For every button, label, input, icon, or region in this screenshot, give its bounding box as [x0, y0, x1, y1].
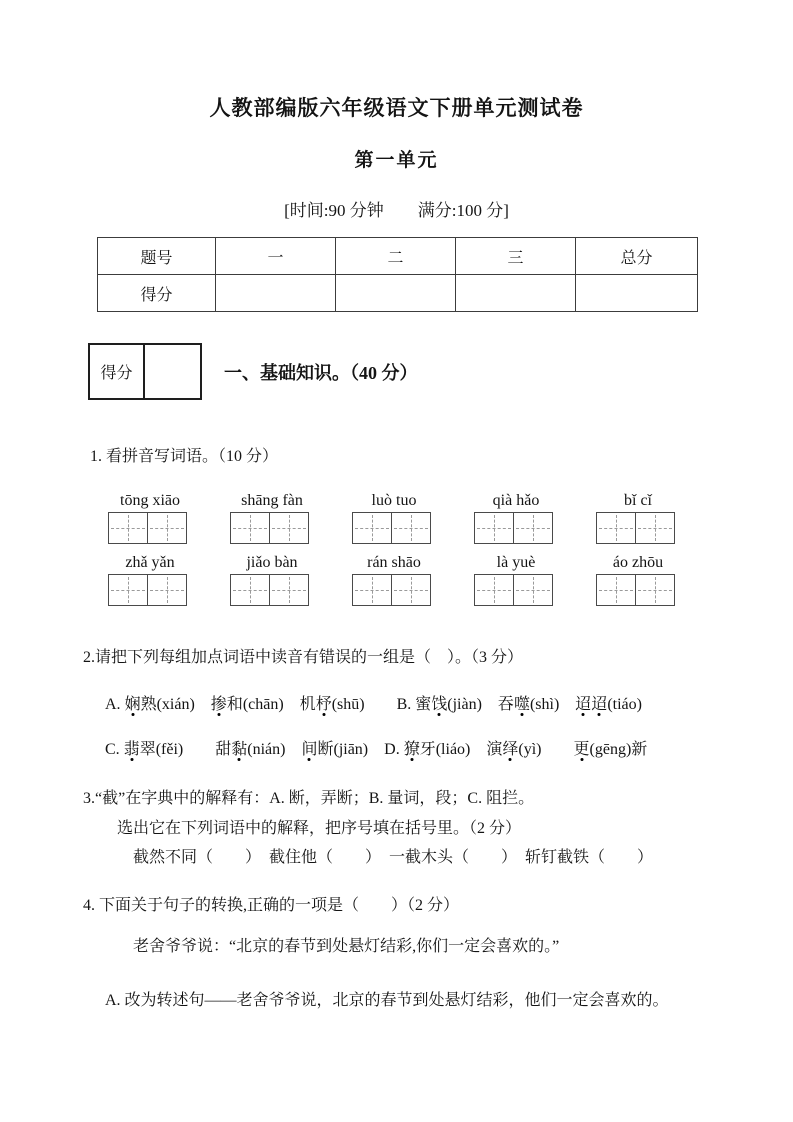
pinyin-group	[474, 554, 596, 606]
table-header-cell: 二	[336, 238, 456, 275]
writing-grid	[596, 512, 718, 544]
pinyin-group	[596, 554, 718, 606]
writing-box	[108, 512, 148, 544]
question-1-prompt: 1. 看拼音写词语。（10 分）	[90, 448, 279, 465]
pinyin-row	[108, 554, 718, 606]
section-one-title: 一、基础知识。（40 分）	[224, 362, 418, 383]
table-header-cell: 总分	[576, 238, 698, 275]
writing-box	[352, 512, 392, 544]
score-row	[98, 275, 698, 312]
pinyin-row	[108, 492, 718, 544]
pinyin-label: shāng fàn	[241, 492, 303, 509]
score-box-blank	[145, 345, 200, 398]
writing-box	[230, 512, 270, 544]
pinyin-group	[230, 554, 352, 606]
writing-grid	[108, 574, 230, 606]
writing-box	[635, 512, 675, 544]
writing-box	[108, 574, 148, 606]
writing-grid	[474, 574, 596, 606]
writing-box	[391, 574, 431, 606]
pinyin-group	[352, 492, 474, 544]
score-box	[88, 343, 202, 400]
section-one-header	[88, 343, 418, 400]
table-header-cell: 题号	[98, 238, 216, 275]
writing-box	[391, 512, 431, 544]
time-score-info: [时间:90 分钟 满分:100 分]	[284, 201, 509, 220]
pinyin-group	[596, 492, 718, 544]
score-row-label: 得分	[98, 275, 216, 312]
writing-box	[269, 574, 309, 606]
score-summary-table	[97, 237, 698, 312]
score-cell-empty	[456, 275, 576, 312]
question-2-options-ab: A. 娴熟(xián) 掺和(chān) 机杼(shū) B. 蜜饯(jiàn) 吞噬(shì) 迢迢(tiáo)	[105, 696, 642, 713]
score-cell-empty	[336, 275, 456, 312]
writing-box	[147, 574, 187, 606]
unit-title: 第一单元	[354, 150, 439, 171]
writing-grid	[474, 512, 596, 544]
page-title: 人教部编版六年级语文下册单元测试卷	[209, 96, 584, 120]
pinyin-group	[230, 492, 352, 544]
writing-grid	[108, 512, 230, 544]
score-cell-empty	[576, 275, 698, 312]
pinyin-label: zhǎ yǎn	[125, 554, 175, 571]
writing-box	[474, 574, 514, 606]
writing-box	[513, 574, 553, 606]
pinyin-label: là yuè	[496, 554, 536, 571]
writing-box	[147, 512, 187, 544]
question-4-prompt: 4. 下面关于句子的转换,正确的一项是（ ）（2 分）	[83, 897, 460, 914]
pinyin-group	[474, 492, 596, 544]
score-cell-empty	[216, 275, 336, 312]
writing-box	[596, 574, 636, 606]
pinyin-group	[108, 554, 230, 606]
writing-grid	[230, 512, 352, 544]
writing-box	[269, 512, 309, 544]
pinyin-label: jiǎo bàn	[246, 554, 298, 571]
question-4-quote: 老舍爷爷说：“北京的春节到处悬灯结彩,你们一定会喜欢的。”	[133, 938, 560, 955]
question-2-options-cd: C. 翡翠(fěi) 甜黏(nián) 间断(jiān) D. 獠牙(liáo) 演绎(yì) 更(gēng)新	[105, 741, 648, 758]
pinyin-label: áo zhōu	[612, 554, 664, 571]
question-3-prompt: 3.“截”在字典中的解释有：A. 断，弄断；B. 量词，段；C. 阻拦。	[83, 790, 535, 807]
table-header-cell: 三	[456, 238, 576, 275]
question-2-prompt: 2.请把下列每组加点词语中读音有错误的一组是（ ）。（3 分）	[83, 649, 524, 666]
question-3-answer-blanks: 截然不同（ ） 截住他（ ） 一截木头（ ） 斩钉截铁（ ）	[133, 849, 654, 866]
writing-box	[635, 574, 675, 606]
pinyin-group	[352, 554, 474, 606]
writing-box	[474, 512, 514, 544]
writing-box	[230, 574, 270, 606]
pinyin-writing-area	[108, 492, 718, 606]
question-4-option-a: A. 改为转述句——老舍爷爷说，北京的春节到处悬灯结彩，他们一定会喜欢的。	[105, 992, 669, 1009]
pinyin-label: tōng xiāo	[120, 492, 180, 509]
pinyin-label: bǐ cǐ	[624, 492, 652, 509]
writing-box	[596, 512, 636, 544]
writing-grid	[352, 574, 474, 606]
table-header-cell: 一	[216, 238, 336, 275]
pinyin-label: rán shāo	[367, 554, 421, 571]
pinyin-group	[108, 492, 230, 544]
pinyin-label: qià hǎo	[492, 492, 540, 509]
pinyin-label: luò tuo	[371, 492, 417, 509]
writing-grid	[352, 512, 474, 544]
question-3-instruction: 选出它在下列词语中的解释，把序号填在括号里。（2 分）	[117, 820, 522, 837]
table-header-row	[98, 238, 698, 275]
writing-grid	[230, 574, 352, 606]
score-box-label: 得分	[90, 345, 145, 398]
writing-box	[352, 574, 392, 606]
writing-grid	[596, 574, 718, 606]
writing-box	[513, 512, 553, 544]
